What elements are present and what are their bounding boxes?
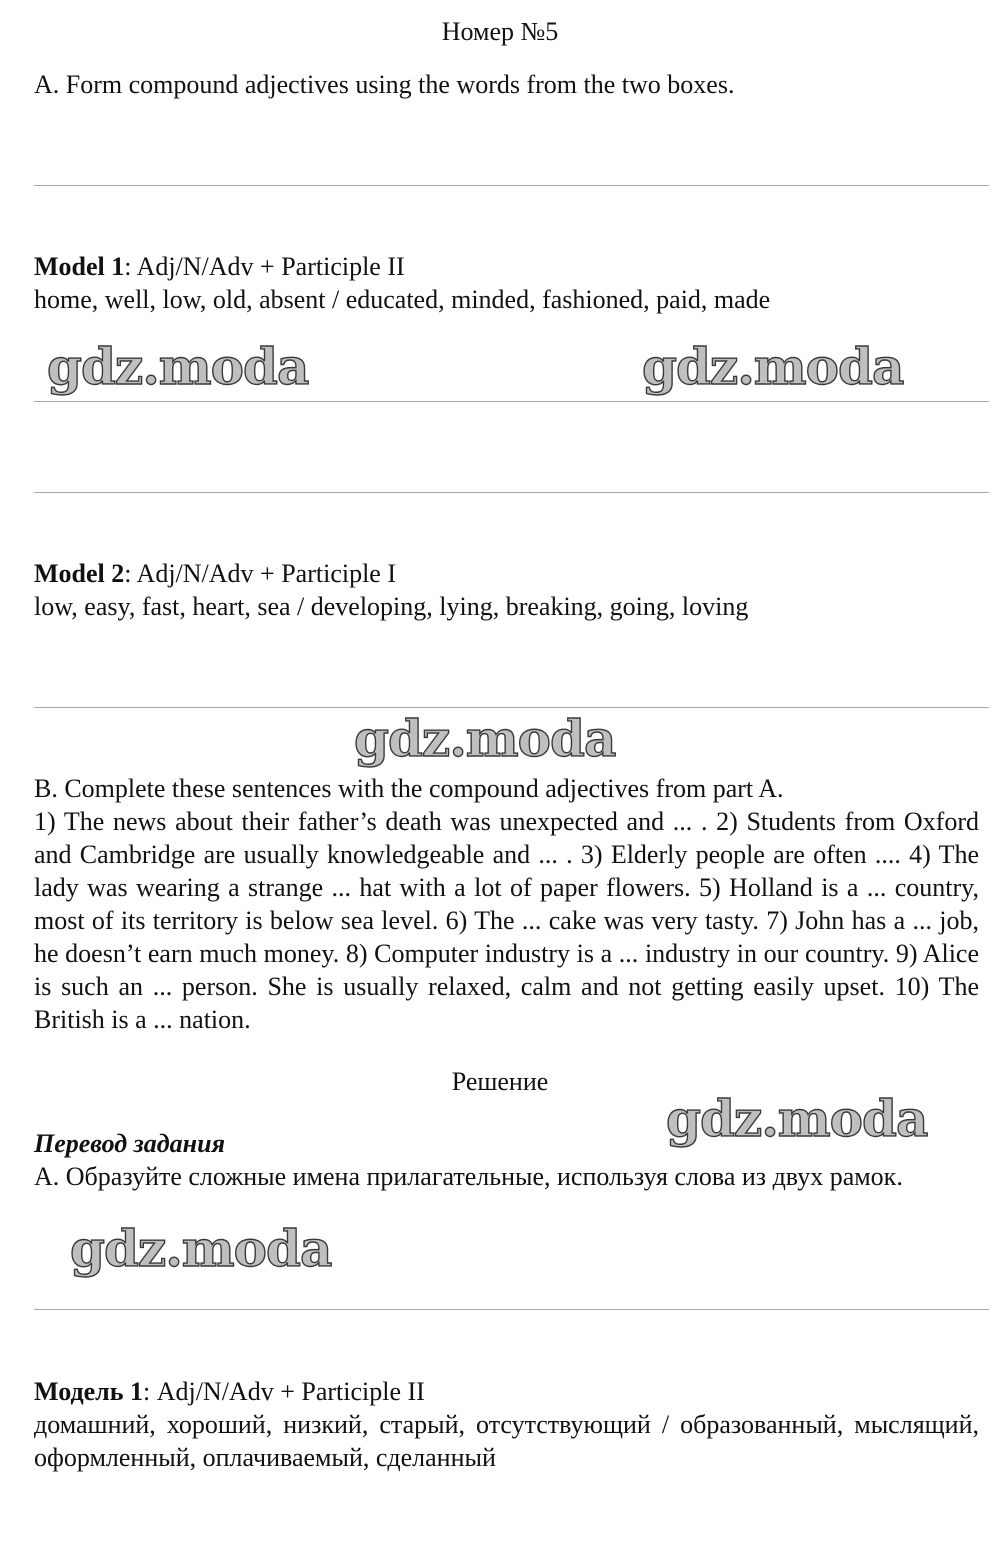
translation-heading: Перевод задания <box>34 1129 225 1158</box>
model-1-ru-heading <box>34 1375 425 1408</box>
model-1-ru-words: домашний, хороший, низкий, старый, отсутствующий / образованный, мыслящий, оформленный, оплачиваемый, сделанный <box>34 1410 979 1472</box>
model-2-heading <box>34 557 396 590</box>
answer-line <box>34 492 989 493</box>
model-2-formula: : Adj/N/Adv + Participle I <box>124 559 397 588</box>
solution-heading: Решение <box>451 1067 549 1096</box>
task-b-sentences: 1) The news about their father’s death was unexpected and ... . 2) Students from Oxford and Cambridge are usually knowledgeable and ... . 3) Elderly people are often .... 4) The lady was wearing a strange ... hat with a lot of paper flowers. 5) Holland is a ... country, most of its territory is below sea level. 6) The ... cake was very tasty. 7) John has a ... job, he doesn’t earn much money. 8) Computer industry is a ... industry in our country. 9) Alice is such an ... person. She is usually relaxed, calm and not getting easily upset. 10) The British is a ... nation. <box>34 807 979 1034</box>
translation-task-a: А. Образуйте сложные имена прилагательные, используя слова из двух рамок. <box>34 1162 903 1191</box>
model-2-words: low, easy, fast, heart, sea / developing, lying, breaking, going, loving <box>34 592 749 621</box>
model-2-label: Model 2 <box>34 559 125 588</box>
answer-line <box>34 185 989 186</box>
model-1-ru-label: Модель 1 <box>34 1377 143 1406</box>
watermark-logo <box>45 332 335 402</box>
svg-text:gdz.moda: gdz.moda <box>47 337 309 396</box>
page-title: Номер №5 <box>441 17 559 46</box>
svg-text:gdz.moda: gdz.moda <box>666 1089 928 1148</box>
watermark-logo <box>640 332 930 402</box>
svg-text:gdz.moda: gdz.moda <box>354 709 616 768</box>
model-1-heading <box>34 250 405 283</box>
watermark-logo <box>352 704 642 774</box>
model-1-ru-formula: : Adj/N/Adv + Participle II <box>142 1377 425 1406</box>
svg-text:gdz.moda: gdz.moda <box>70 1219 332 1278</box>
model-1-label: Model 1 <box>34 252 125 281</box>
svg-text:gdz.moda: gdz.moda <box>642 337 904 396</box>
watermark-logo <box>68 1214 358 1284</box>
task-a-instruction: A. Form compound adjectives using the words from the two boxes. <box>34 70 735 99</box>
task-b-instruction: B. Complete these sentences with the compound adjectives from part A. <box>34 774 784 803</box>
model-1-formula: : Adj/N/Adv + Participle II <box>124 252 405 281</box>
model-1-words: home, well, low, old, absent / educated, minded, fashioned, paid, made <box>34 285 771 314</box>
answer-line <box>34 1309 989 1310</box>
watermark-logo <box>664 1084 954 1154</box>
